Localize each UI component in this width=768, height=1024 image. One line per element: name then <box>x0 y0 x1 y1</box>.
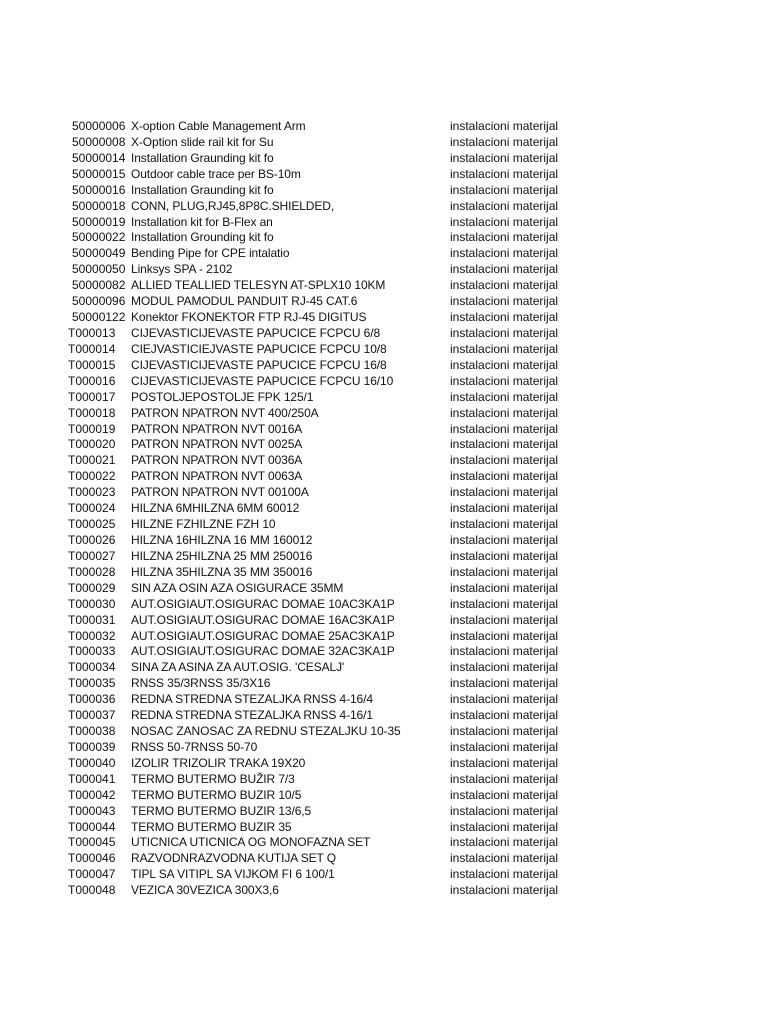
item-description: Bending Pipe for CPE intalatio <box>131 246 290 261</box>
table-row <box>0 740 768 756</box>
item-description: TIPL SA VITIPL SA VIJKOM FI 6 100/1 <box>131 867 335 882</box>
item-description: AUT.OSIGIAUT.OSIGURAC DOMAE 25AC3KA1P <box>131 628 395 643</box>
item-description: CONN, PLUG,RJ45,8P8C.SHIELDED, <box>131 198 335 213</box>
item-category: instalacioni materijal <box>450 389 559 404</box>
item-description: TERMO BUTERMO BUŽIR 7/3 <box>131 771 295 786</box>
item-description: UTICNICA UTICNICA OG MONOFAZNA SET <box>131 835 371 850</box>
item-category: instalacioni materijal <box>450 278 559 293</box>
item-code: T000048 <box>68 883 116 898</box>
item-category: instalacioni materijal <box>450 851 559 866</box>
item-category: instalacioni materijal <box>450 724 559 739</box>
item-description: TERMO BUTERMO BUZIR 13/6,5 <box>131 803 312 818</box>
item-description: Installation Grounding kit fo <box>131 230 274 245</box>
item-code: T000016 <box>68 373 116 388</box>
item-description: POSTOLJEPOSTOLJE FPK 125/1 <box>131 389 314 404</box>
item-code: T000026 <box>68 532 116 547</box>
item-category: instalacioni materijal <box>450 532 559 547</box>
item-category: instalacioni materijal <box>450 755 559 770</box>
item-category: instalacioni materijal <box>450 150 559 165</box>
item-description: Linksys SPA - 2102 <box>131 262 233 277</box>
item-code: 50000015 <box>72 166 126 181</box>
table-row <box>0 835 768 851</box>
table-row <box>0 390 768 406</box>
item-code: T000040 <box>68 755 116 770</box>
item-code: 50000022 <box>72 230 126 245</box>
item-description: REDNA STREDNA STEZALJKA RNSS 4-16/1 <box>131 708 373 723</box>
item-code: T000028 <box>68 564 116 579</box>
item-description: X-Option slide rail kit for Su <box>131 134 274 149</box>
item-description: CIEJVASTICIEJVASTE PAPUCICE FCPCU 10/8 <box>131 341 387 356</box>
item-category: instalacioni materijal <box>450 119 559 133</box>
item-code: T000033 <box>68 644 116 659</box>
table-row <box>0 485 768 501</box>
table-row <box>0 772 768 788</box>
table-row <box>0 613 768 629</box>
item-description: X-option Cable Management Arm <box>131 119 306 133</box>
table-row <box>0 469 768 485</box>
item-description: HILZNA 16HILZNA 16 MM 160012 <box>131 532 313 547</box>
item-code: T000038 <box>68 724 116 739</box>
item-code: T000021 <box>68 453 116 468</box>
table-row <box>0 597 768 613</box>
item-code: T000037 <box>68 708 116 723</box>
item-category: instalacioni materijal <box>450 644 559 659</box>
item-category: instalacioni materijal <box>450 469 559 484</box>
item-category: instalacioni materijal <box>450 198 559 213</box>
item-code: 50000018 <box>72 198 126 213</box>
item-category: instalacioni materijal <box>450 835 559 850</box>
item-description: Outdoor cable trace per BS-10m <box>131 166 301 181</box>
item-description: NOSAC ZANOSAC ZA REDNU STEZALJKU 10-35 <box>131 724 401 739</box>
item-description: REDNA STREDNA STEZALJKA RNSS 4-16/4 <box>131 692 373 707</box>
item-category: instalacioni materijal <box>450 246 559 261</box>
table-row <box>0 167 768 183</box>
item-code: T000039 <box>68 739 116 754</box>
item-category: instalacioni materijal <box>450 692 559 707</box>
item-description: AUT.OSIGIAUT.OSIGURAC DOMAE 10AC3KA1P <box>131 596 395 611</box>
table-row <box>0 119 768 135</box>
item-code: T000042 <box>68 787 116 802</box>
item-category: instalacioni materijal <box>450 708 559 723</box>
item-description: ALLIED TEALLIED TELESYN AT-SPLX10 10KM <box>131 278 386 293</box>
table-row <box>0 883 768 899</box>
item-description: Installation Graunding kit fo <box>131 182 274 197</box>
item-code: T000036 <box>68 692 116 707</box>
item-code: T000041 <box>68 771 116 786</box>
item-description: VEZICA 30VEZICA 300X3,6 <box>131 883 279 898</box>
item-category: instalacioni materijal <box>450 437 559 452</box>
item-code: T000032 <box>68 628 116 643</box>
item-code: 50000008 <box>72 134 126 149</box>
table-row <box>0 406 768 422</box>
item-description: PATRON NPATRON NVT 0063A <box>131 469 303 484</box>
table-row <box>0 294 768 310</box>
item-description: MODUL PAMODUL PANDUIT RJ-45 CAT.6 <box>131 294 358 309</box>
table-row <box>0 151 768 167</box>
item-category: instalacioni materijal <box>450 564 559 579</box>
item-category: instalacioni materijal <box>450 166 559 181</box>
item-description: PATRON NPATRON NVT 400/250A <box>131 405 319 420</box>
table-row <box>0 565 768 581</box>
table-row <box>0 692 768 708</box>
item-code: T000023 <box>68 485 116 500</box>
table-row <box>0 708 768 724</box>
item-description: IZOLIR TRIZOLIR TRAKA 19X20 <box>131 755 306 770</box>
item-category: instalacioni materijal <box>450 501 559 516</box>
item-category: instalacioni materijal <box>450 373 559 388</box>
item-code: 50000049 <box>72 246 126 261</box>
item-description: SIN AZA OSIN AZA OSIGURACE 35MM <box>131 580 344 595</box>
item-code: T000017 <box>68 389 116 404</box>
table-row <box>0 804 768 820</box>
item-description: TERMO BUTERMO BUZIR 35 <box>131 819 292 834</box>
item-category: instalacioni materijal <box>450 230 559 245</box>
table-row <box>0 358 768 374</box>
item-category: instalacioni materijal <box>450 548 559 563</box>
item-description: Installation Graunding kit fo <box>131 150 274 165</box>
item-category: instalacioni materijal <box>450 883 559 898</box>
item-category: instalacioni materijal <box>450 485 559 500</box>
table-row <box>0 501 768 517</box>
item-description: HILZNE FZHILZNE FZH 10 <box>131 517 276 532</box>
item-description: AUT.OSIGIAUT.OSIGURAC DOMAE 32AC3KA1P <box>131 644 395 659</box>
item-description: HILZNA 25HILZNA 25 MM 250016 <box>131 548 313 563</box>
item-code: T000018 <box>68 405 116 420</box>
item-code: T000029 <box>68 580 116 595</box>
item-description: RAZVODNRAZVODNA KUTIJA SET Q <box>131 851 337 866</box>
item-code: 50000082 <box>72 278 126 293</box>
item-category: instalacioni materijal <box>450 182 559 197</box>
table-row <box>0 453 768 469</box>
item-category: instalacioni materijal <box>450 660 559 675</box>
item-description: CIJEVASTICIJEVASTE PAPUCICE FCPCU 16/10 <box>131 373 394 388</box>
table-row <box>0 756 768 772</box>
item-code: T000030 <box>68 596 116 611</box>
table-row <box>0 851 768 867</box>
item-category: instalacioni materijal <box>450 310 559 325</box>
item-description: SINA ZA ASINA ZA AUT.OSIG. 'CESALJ' <box>131 660 345 675</box>
item-category: instalacioni materijal <box>450 262 559 277</box>
item-category: instalacioni materijal <box>450 421 559 436</box>
table-row <box>0 724 768 740</box>
item-category: instalacioni materijal <box>450 787 559 802</box>
item-code: T000014 <box>68 341 116 356</box>
item-category: instalacioni materijal <box>450 596 559 611</box>
item-category: instalacioni materijal <box>450 325 559 340</box>
table-row <box>0 676 768 692</box>
item-category: instalacioni materijal <box>450 580 559 595</box>
item-category: instalacioni materijal <box>450 134 559 149</box>
table-row <box>0 374 768 390</box>
table-row <box>0 199 768 215</box>
table-row <box>0 533 768 549</box>
item-description: TERMO BUTERMO BUZIR 10/5 <box>131 787 302 802</box>
item-description: Konektor FKONEKTOR FTP RJ-45 DIGITUS <box>131 310 367 325</box>
item-description: Installation kit for B-Flex an <box>131 214 273 229</box>
item-description: PATRON NPATRON NVT 0016A <box>131 421 303 436</box>
item-description: CIJEVASTICIJEVASTE PAPUCICE FCPCU 16/8 <box>131 357 387 372</box>
table-row <box>0 437 768 453</box>
item-code: T000024 <box>68 501 116 516</box>
item-code: 50000122 <box>72 310 126 325</box>
item-category: instalacioni materijal <box>450 867 559 882</box>
item-category: instalacioni materijal <box>450 803 559 818</box>
item-code: T000019 <box>68 421 116 436</box>
table-row <box>0 183 768 199</box>
material-list <box>0 119 768 899</box>
item-code: T000027 <box>68 548 116 563</box>
item-code: T000013 <box>68 325 116 340</box>
table-row <box>0 246 768 262</box>
table-row <box>0 660 768 676</box>
table-row <box>0 629 768 645</box>
item-category: instalacioni materijal <box>450 405 559 420</box>
item-description: PATRON NPATRON NVT 0025A <box>131 437 303 452</box>
item-description: RNSS 35/3RNSS 35/3X16 <box>131 676 271 691</box>
table-row <box>0 278 768 294</box>
item-category: instalacioni materijal <box>450 612 559 627</box>
item-category: instalacioni materijal <box>450 294 559 309</box>
item-code: 50000019 <box>72 214 126 229</box>
item-code: T000022 <box>68 469 116 484</box>
item-category: instalacioni materijal <box>450 357 559 372</box>
item-description: PATRON NPATRON NVT 0036A <box>131 453 303 468</box>
item-code: 50000016 <box>72 182 126 197</box>
item-description: PATRON NPATRON NVT 00100A <box>131 485 309 500</box>
item-code: T000035 <box>68 676 116 691</box>
table-row <box>0 230 768 246</box>
item-code: 50000006 <box>72 119 126 133</box>
table-row <box>0 788 768 804</box>
table-row <box>0 581 768 597</box>
item-description: HILZNA 6MHILZNA 6MM 60012 <box>131 501 300 516</box>
item-code: T000045 <box>68 835 116 850</box>
table-row <box>0 644 768 660</box>
item-category: instalacioni materijal <box>450 771 559 786</box>
item-category: instalacioni materijal <box>450 628 559 643</box>
table-row <box>0 135 768 151</box>
item-code: 50000050 <box>72 262 126 277</box>
item-code: T000044 <box>68 819 116 834</box>
table-row <box>0 422 768 438</box>
item-category: instalacioni materijal <box>450 453 559 468</box>
table-row <box>0 517 768 533</box>
item-code: 50000014 <box>72 150 126 165</box>
table-row <box>0 215 768 231</box>
item-description: CIJEVASTICIJEVASTE PAPUCICE FCPCU 6/8 <box>131 325 381 340</box>
item-description: AUT.OSIGIAUT.OSIGURAC DOMAE 16AC3KA1P <box>131 612 395 627</box>
table-row <box>0 549 768 565</box>
item-category: instalacioni materijal <box>450 517 559 532</box>
item-category: instalacioni materijal <box>450 819 559 834</box>
item-category: instalacioni materijal <box>450 739 559 754</box>
item-category: instalacioni materijal <box>450 214 559 229</box>
item-code: T000034 <box>68 660 116 675</box>
item-code: T000015 <box>68 357 116 372</box>
item-code: T000043 <box>68 803 116 818</box>
item-code: T000031 <box>68 612 116 627</box>
item-description: HILZNA 35HILZNA 35 MM 350016 <box>131 564 313 579</box>
item-description: RNSS 50-7RNSS 50-70 <box>131 739 258 754</box>
table-row <box>0 820 768 836</box>
item-category: instalacioni materijal <box>450 341 559 356</box>
item-code: 50000096 <box>72 294 126 309</box>
item-code: T000046 <box>68 851 116 866</box>
item-code: T000047 <box>68 867 116 882</box>
table-row <box>0 310 768 326</box>
table-row <box>0 262 768 278</box>
table-row <box>0 342 768 358</box>
table-row <box>0 326 768 342</box>
item-code: T000020 <box>68 437 116 452</box>
table-row <box>0 867 768 883</box>
item-code: T000025 <box>68 517 116 532</box>
item-category: instalacioni materijal <box>450 676 559 691</box>
